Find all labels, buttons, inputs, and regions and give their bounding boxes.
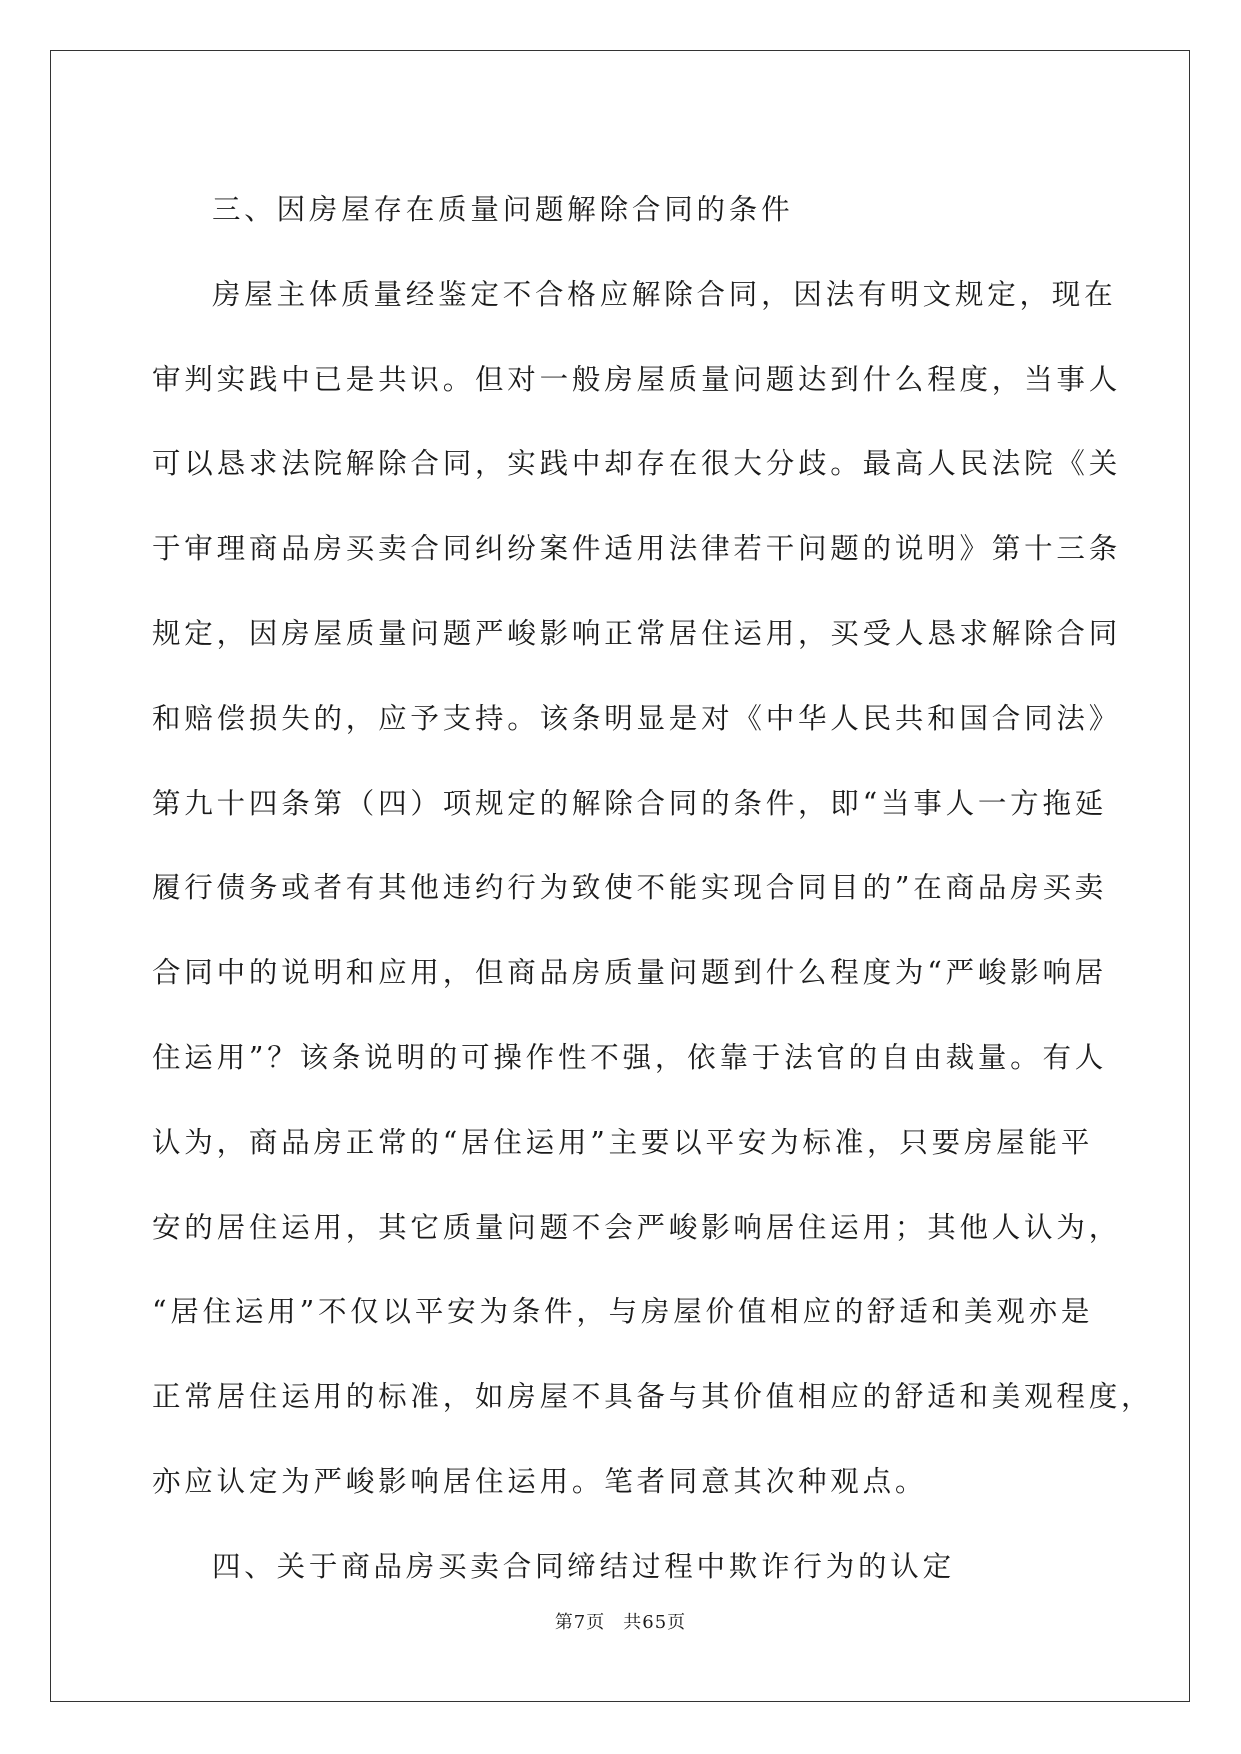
paragraph-line: “居住运用”不仅以平安为条件，与房屋价值相应的舒适和美观亦是 (152, 1295, 1094, 1329)
paragraph-line: 亦应认定为严峻影响居住运用。笔者同意其次种观点。 (152, 1464, 928, 1498)
heading-text: 四、关于商品房买卖合同缔结过程中欺诈行为的认定 (212, 1549, 955, 1583)
section-heading-4 (152, 1525, 1088, 1610)
document-body (152, 168, 1154, 1610)
section-heading-3 (152, 168, 1088, 253)
paragraph-line: 合同中的说明和应用，但商品房质量问题到什么程度为“严峻影响居 (152, 956, 1108, 990)
paragraph-line: 审判实践中已是共识。但对一般房屋质量问题达到什么程度，当事人 (152, 362, 1122, 396)
paragraph-line: 和赔偿损失的，应予支持。该条明显是对《中华人民共和国合同法》 (152, 701, 1122, 735)
paragraph-line: 安的居住运用，其它质量问题不会严峻影响居住运用；其他人认为， (152, 1210, 1122, 1244)
paragraph-line: 第九十四条第（四）项规定的解除合同的条件，即“当事人一方拖延 (152, 786, 1108, 820)
body-paragraph (152, 253, 1154, 1525)
paragraph-line: 认为，商品房正常的“居住运用”主要以平安为标准，只要房屋能平 (152, 1125, 1094, 1159)
paragraph-line: 房屋主体质量经鉴定不合格应解除合同，因法有明文规定，现在 (212, 277, 1117, 311)
page-total: 共65页 (623, 1612, 687, 1633)
paragraph-line: 正常居住运用的标准，如房屋不具备与其价值相应的舒适和美观程度， (152, 1380, 1154, 1414)
page-footer (0, 1608, 1241, 1634)
heading-text: 三、因房屋存在质量问题解除合同的条件 (212, 193, 794, 226)
paragraph-line: 住运用”？该条说明的可操作性不强，依靠于法官的自由裁量。有人 (152, 1040, 1108, 1074)
paragraph-line: 规定，因房屋质量问题严峻影响正常居住运用，买受人恳求解除合同 (152, 616, 1122, 650)
paragraph-line: 于审理商品房买卖合同纠纷案件适用法律若干问题的说明》第十三条 (152, 532, 1122, 566)
paragraph-line: 履行债务或者有其他违约行为致使不能实现合同目的”在商品房买卖 (152, 871, 1108, 905)
paragraph-line: 可以恳求法院解除合同，实践中却存在很大分歧。最高人民法院《关 (152, 447, 1122, 481)
page-number: 第7页 (554, 1612, 606, 1633)
